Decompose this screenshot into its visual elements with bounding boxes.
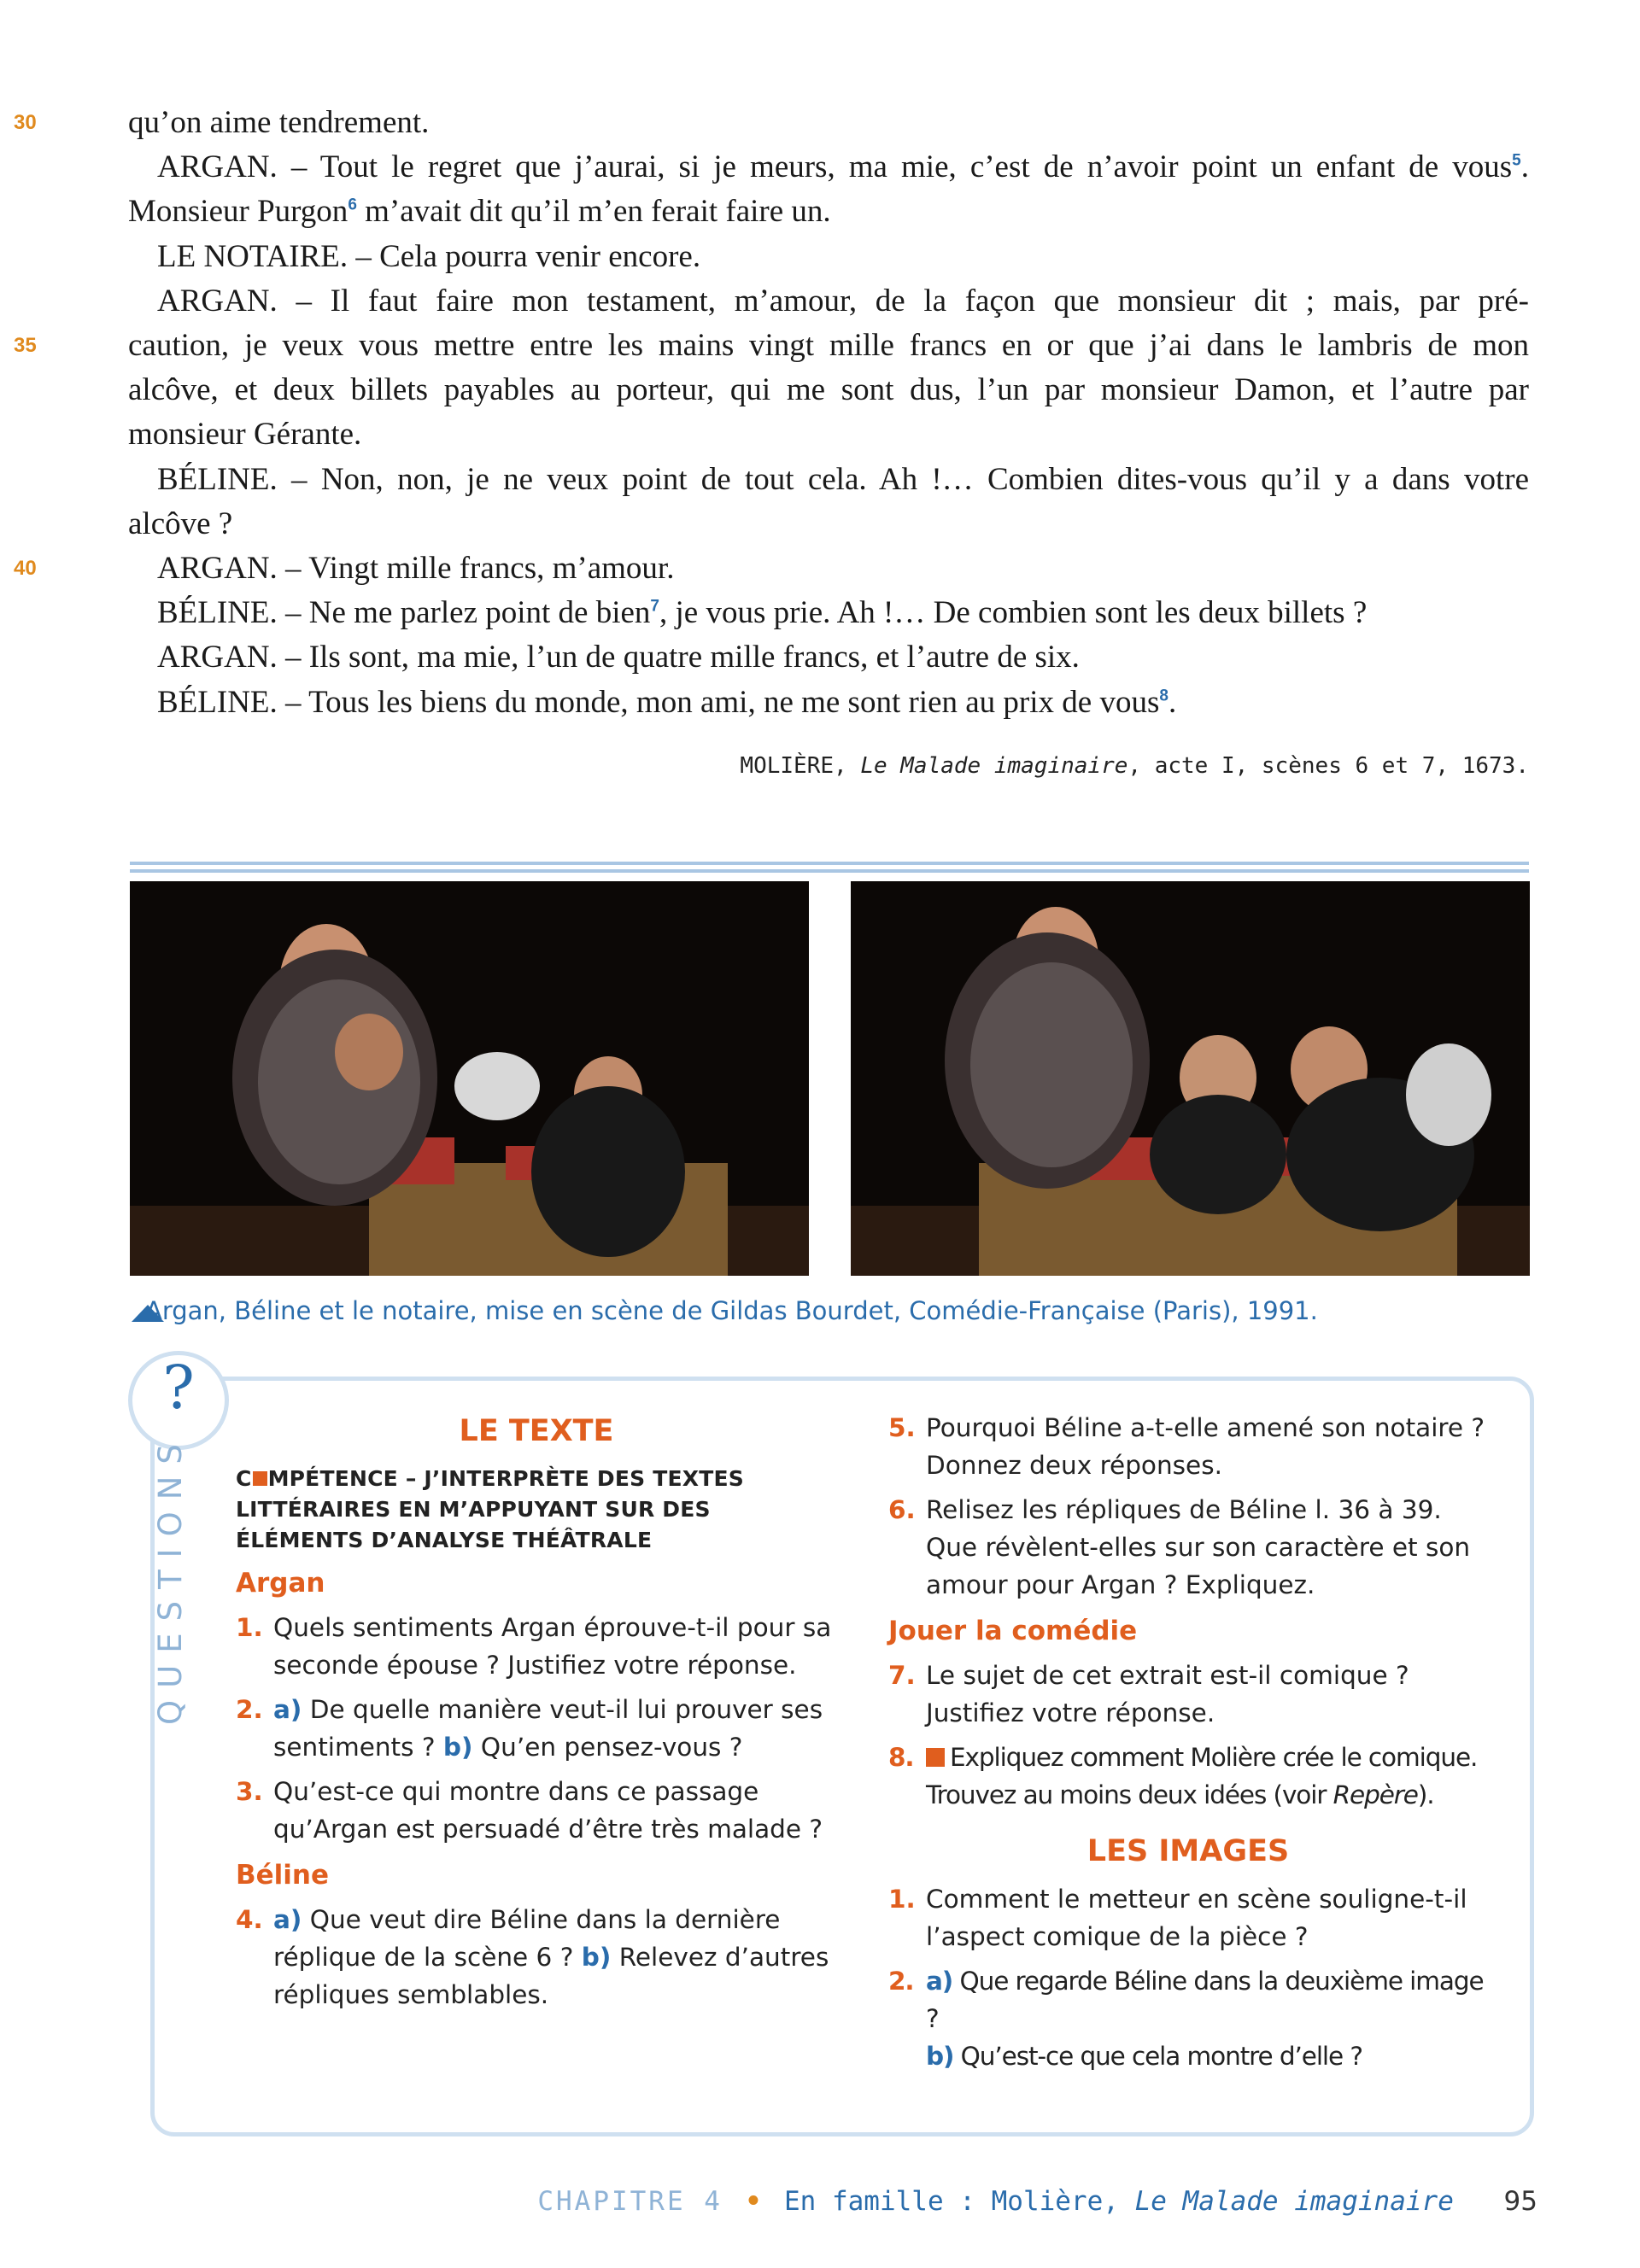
part-letter: b) — [442, 1733, 473, 1762]
line-text-after: , je vous prie. Ah !… De combien sont les deux billets ? — [659, 595, 1368, 631]
subsection-beline: Béline — [236, 1860, 329, 1891]
play-line — [14, 101, 1529, 145]
question-number: 2. — [888, 1967, 914, 1996]
question-8 — [888, 1739, 1488, 1814]
line-text: caution, je veux vous mettre entre les mains vingt mille francs en or que j’ai dans le lambris de mon — [128, 328, 1529, 364]
question-text: Qu’est-ce que cela montre d’elle ? — [953, 2042, 1362, 2071]
question-number: 2. — [236, 1695, 263, 1724]
square-icon — [253, 1471, 267, 1486]
question-text: Que veut dire Béline dans la dernière réplique de la scène 6 ? — [273, 1905, 781, 1972]
play-line — [128, 145, 1529, 190]
section-title-texte: LE TEXTE — [459, 1414, 614, 1448]
footer-bullet: • — [745, 2186, 762, 2217]
subsection-argan: Argan — [236, 1568, 325, 1599]
line-text: ARGAN. – Vingt mille francs, m’amour. — [157, 551, 675, 587]
play-line — [128, 412, 1529, 457]
question-text: De quelle manière veut-il lui prouver ses sentiments ? — [273, 1695, 823, 1762]
line-text: ARGAN. – Tout le regret que j’aurai, si je meurs, ma mie, c’est de n’avoir point un enfant de vous — [157, 149, 1513, 185]
question-text: Que regarde Béline dans la deuxième image ? — [926, 1967, 1484, 2033]
footer-title-a: En famille : Molière, — [783, 2186, 1135, 2217]
play-line — [128, 502, 1529, 547]
page-footer — [537, 2186, 1538, 2217]
divider-line — [130, 862, 1529, 865]
question-text: Pourquoi Béline a-t-elle amené son notaire ? Donnez deux réponses. — [926, 1413, 1485, 1480]
footnote-marker[interactable]: 6 — [348, 196, 357, 215]
footnote-marker[interactable]: 7 — [650, 597, 659, 616]
play-line — [128, 635, 1529, 680]
section-title-images: LES IMAGES — [1086, 1834, 1290, 1868]
source-author: MOLIÈRE, — [740, 753, 861, 779]
play-excerpt — [14, 101, 1529, 725]
play-line — [128, 458, 1529, 502]
question-text-end: ). — [1417, 1780, 1434, 1809]
play-line — [128, 279, 1529, 324]
competence-heading — [236, 1464, 837, 1556]
question-text: Expliquez comment Molière crée le comique. Trouvez au moins deux idées (voir — [926, 1743, 1478, 1809]
line-text: LE NOTAIRE. – Cela pourra venir encore. — [157, 238, 701, 274]
question-2 — [236, 1691, 837, 1766]
question-text: Relisez les répliques de Béline l. 36 à 39. Que révèlent-elles sur son caractère et son amour pour Argan ? Expliquez. — [926, 1495, 1471, 1599]
play-line — [128, 190, 1529, 234]
question-1 — [236, 1609, 837, 1684]
questions-side-label: QUESTIONS — [152, 1432, 189, 1725]
divider-line — [130, 869, 1529, 873]
question-number: 4. — [236, 1905, 263, 1934]
question-text: Relevez d’autres répliques semblables. — [273, 1943, 829, 2009]
question-number: 1. — [236, 1613, 263, 1642]
questions-column-left — [236, 1409, 837, 2014]
line-number: 35 — [14, 334, 37, 358]
part-letter: a) — [273, 1695, 302, 1724]
line-text: BÉLINE. – Ne me parlez point de bien — [157, 595, 651, 631]
question-3 — [236, 1773, 837, 1848]
part-letter: b) — [581, 1943, 612, 1972]
line-text-after: . — [1168, 684, 1177, 720]
page-number: 95 — [1503, 2186, 1538, 2217]
source-citation — [740, 753, 1529, 779]
line-text: ARGAN. – Il faut faire mon testament, m’amour, de la façon que monsieur dit ; mais, par pré- — [157, 283, 1529, 319]
subsection-jouer: Jouer la comédie — [888, 1616, 1138, 1646]
question-text: Comment le metteur en scène souligne-t-il l’aspect comique de la pièce ? — [926, 1885, 1467, 1951]
footnote-marker[interactable]: 5 — [1512, 151, 1521, 170]
competence-initial: C — [236, 1466, 252, 1491]
play-line — [128, 591, 1529, 635]
photo-caption: Argan, Béline et le notaire, mise en scène de Gildas Bourdet, Comédie-Française (Paris), 1991. — [145, 1296, 1318, 1325]
line-text: alcôve, et deux billets payables au porteur, qui me sont dus, l’un par monsieur Damon, et l’autre par — [128, 372, 1529, 408]
source-work: Le Malade imaginaire — [860, 753, 1128, 779]
question-emphasis: Repère — [1332, 1780, 1418, 1809]
line-text: qu’on aime tendrement. — [128, 105, 430, 140]
question-text: Qu’en pensez-vous ? — [472, 1733, 743, 1762]
question-number: 6. — [888, 1495, 916, 1524]
footer-title — [784, 2186, 1454, 2217]
image-question-1 — [888, 1880, 1488, 1955]
question-number: 8. — [888, 1743, 914, 1772]
footnote-marker[interactable]: 8 — [1159, 687, 1168, 705]
play-line — [128, 235, 1529, 279]
line-number: 40 — [14, 557, 37, 581]
square-icon — [926, 1748, 945, 1767]
question-5 — [888, 1409, 1488, 1484]
line-number: 30 — [14, 111, 37, 134]
stage-photo-1-image — [130, 881, 809, 1276]
question-mark-icon: ? — [162, 1353, 195, 1423]
line-text: Monsieur Purgon — [128, 194, 348, 230]
play-line — [14, 324, 1529, 368]
question-6 — [888, 1491, 1488, 1604]
line-text: ARGAN. – Ils sont, ma mie, l’un de quatre mille francs, et l’autre de six. — [157, 640, 1080, 675]
part-letter: a) — [273, 1905, 302, 1934]
source-details: , acte I, scènes 6 et 7, 1673. — [1128, 753, 1529, 779]
question-number: 5. — [888, 1413, 916, 1442]
question-text: Quels sentiments Argan éprouve-t-il pour sa seconde épouse ? Justifiez votre réponse. — [273, 1613, 832, 1680]
stage-photo-1 — [130, 881, 809, 1276]
line-text-after: . — [1520, 149, 1529, 185]
question-7 — [888, 1657, 1488, 1732]
line-text: BÉLINE. – Tous les biens du monde, mon ami, ne me sont rien au prix de vous — [157, 684, 1160, 720]
question-4 — [236, 1901, 837, 2014]
line-text: alcôve ? — [128, 506, 233, 541]
stage-photo-2-image — [851, 881, 1530, 1276]
question-number: 7. — [888, 1661, 916, 1690]
competence-text: MPÉTENCE – J’INTERPRÈTE DES TEXTES LITTÉRAIRES EN M’APPUYANT SUR DES ÉLÉMENTS D’ANALYSE THÉÂTRALE — [236, 1466, 744, 1552]
line-text-after: m’avait dit qu’il m’en ferait faire un. — [356, 194, 831, 230]
part-letter: a) — [926, 1967, 953, 1996]
question-text: Le sujet de cet extrait est-il comique ? Justifiez votre réponse. — [926, 1661, 1409, 1727]
question-number: 1. — [888, 1885, 916, 1914]
line-text: monsieur Gérante. — [128, 417, 362, 453]
footer-chapter: CHAPITRE 4 — [537, 2186, 723, 2217]
questions-column-right — [888, 1409, 1488, 2075]
play-line — [128, 681, 1529, 725]
play-line — [128, 368, 1529, 412]
stage-photo-2 — [851, 881, 1530, 1276]
question-number: 3. — [236, 1777, 263, 1806]
play-line — [14, 547, 1529, 591]
image-question-2 — [888, 1962, 1488, 2075]
line-text: BÉLINE. – Non, non, je ne veux point de tout cela. Ah !… Combien dites-vous qu’il y a dans votre — [157, 461, 1529, 497]
part-letter: b) — [926, 2042, 954, 2071]
footer-title-b: Le Malade imaginaire — [1134, 2186, 1454, 2217]
question-text: Qu’est-ce qui montre dans ce passage qu’Argan est persuadé d’être très malade ? — [273, 1777, 823, 1844]
